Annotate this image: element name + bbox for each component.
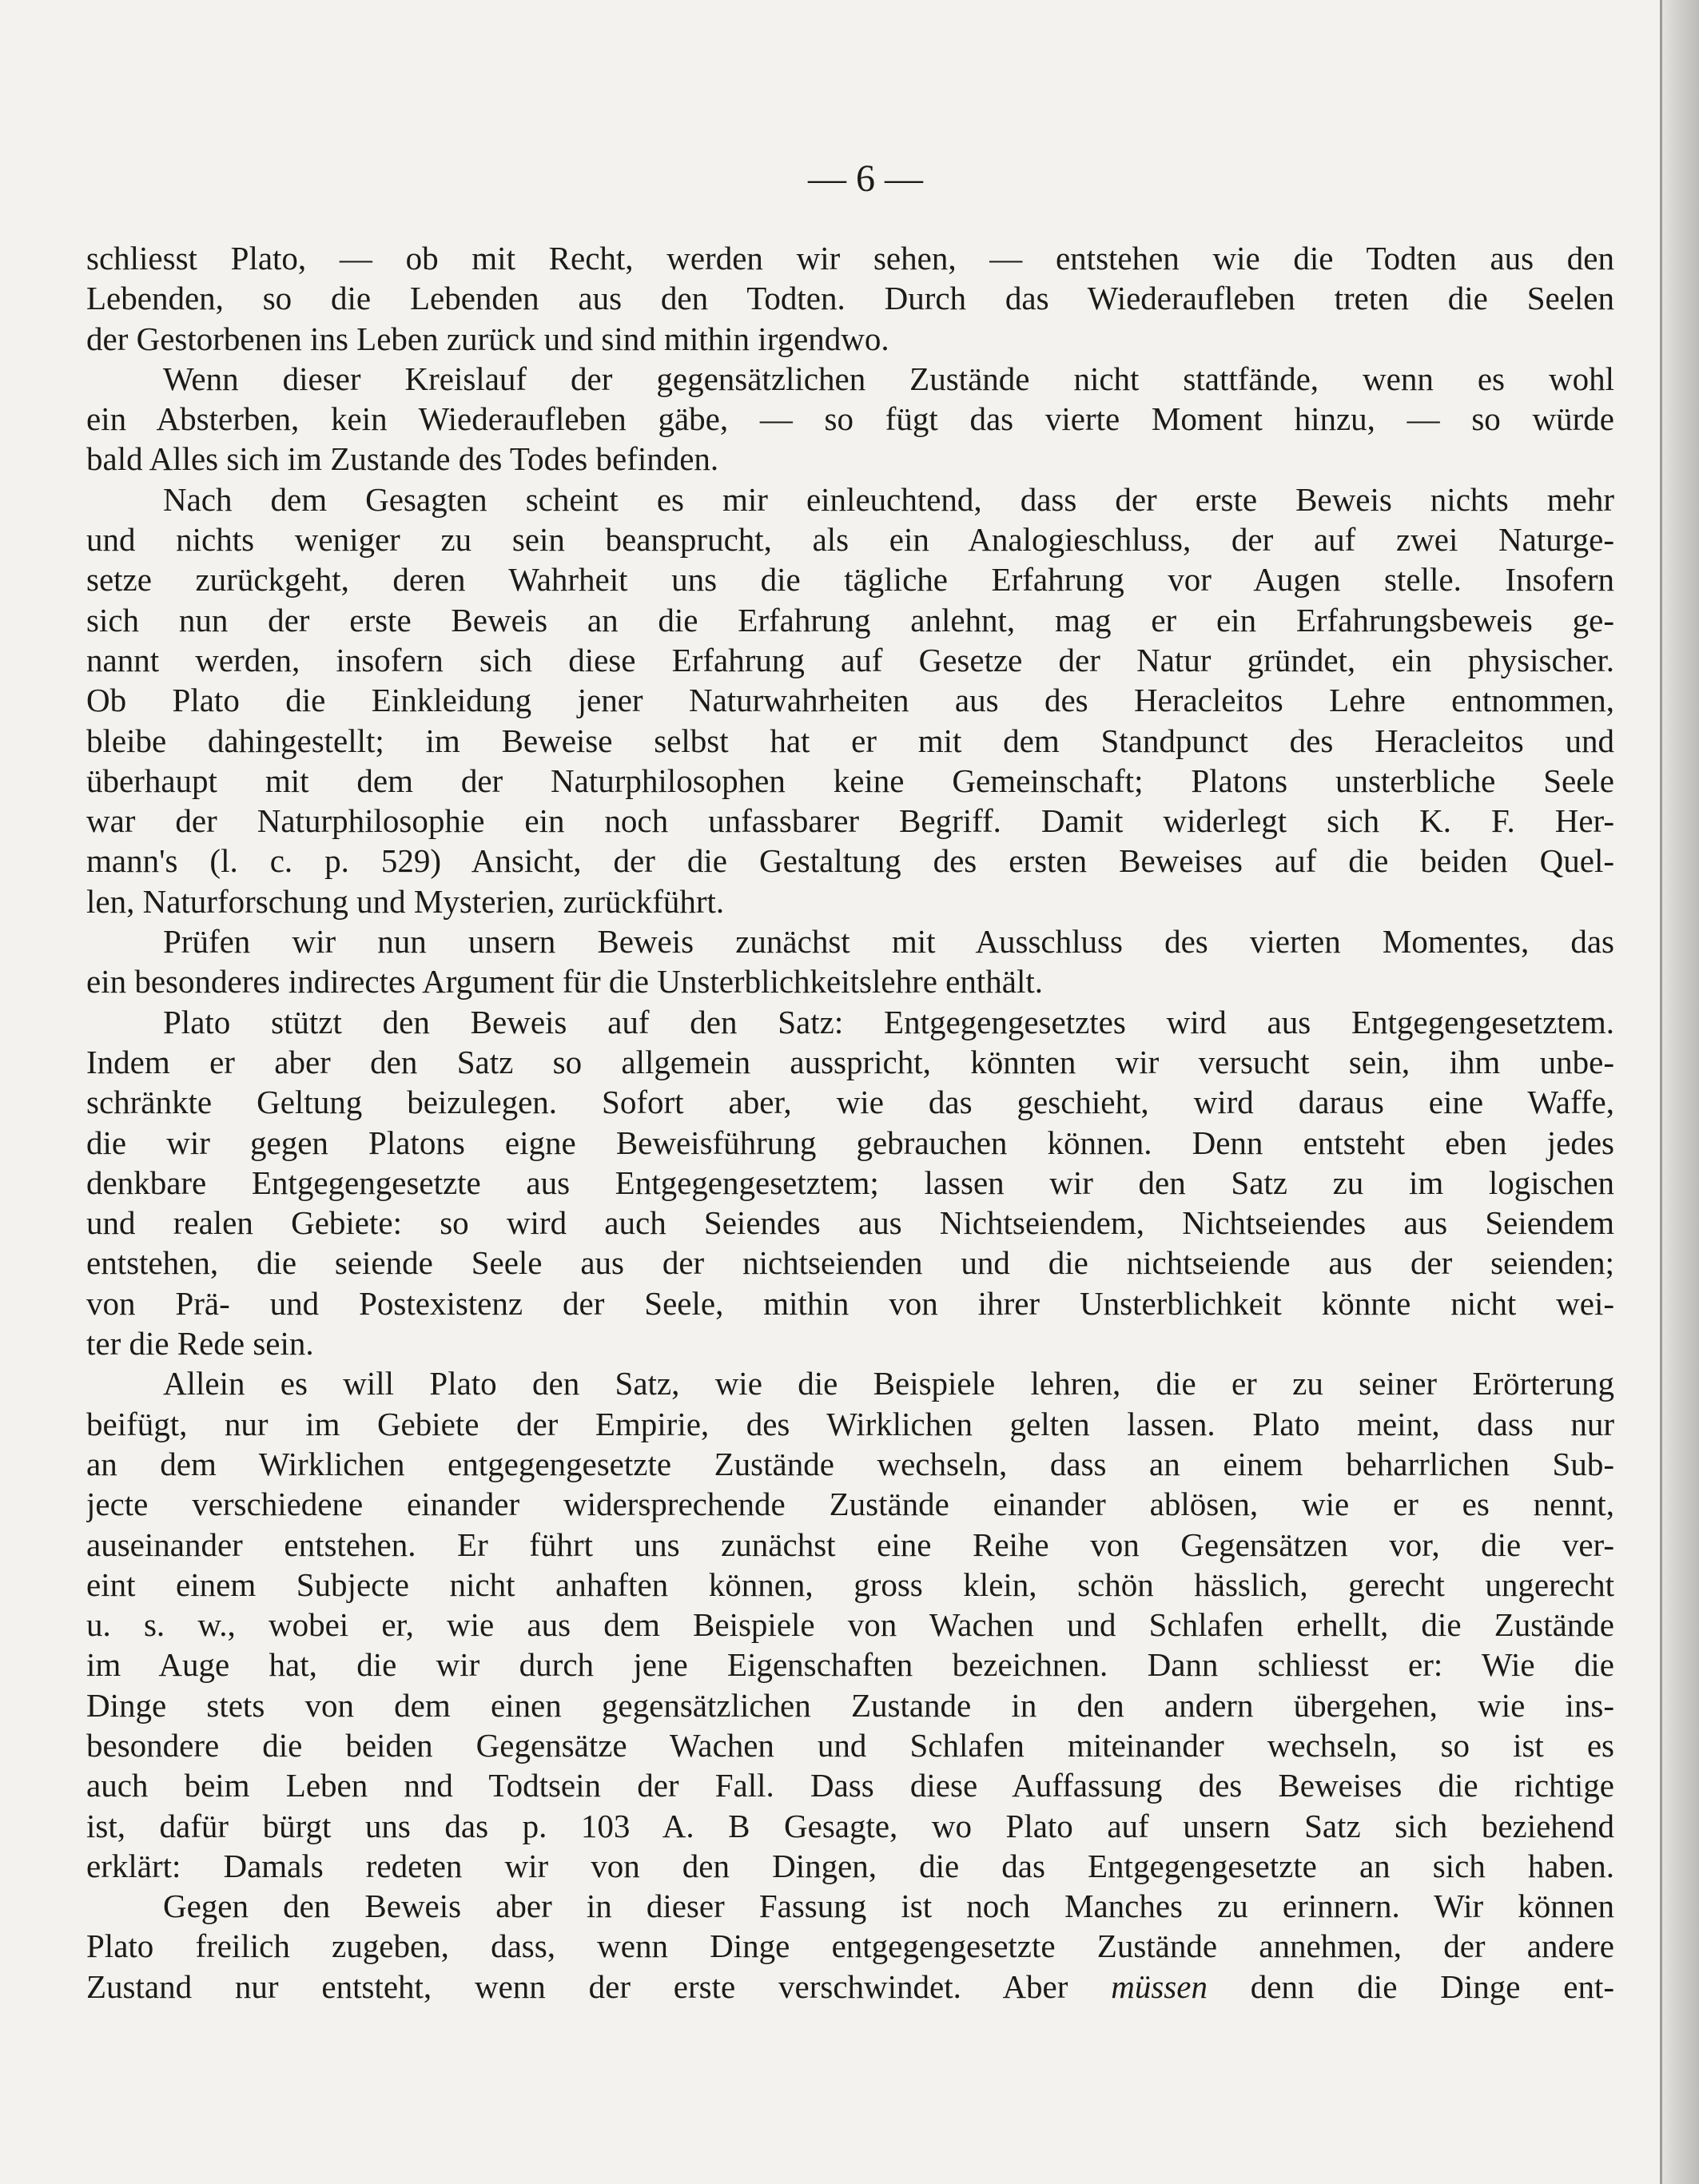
text-line: an dem Wirklichen entgegengesetzte Zustände wechseln, dass an einem beharrlichen Sub- bbox=[86, 1445, 1614, 1482]
text-line-segment: denn die Dinge ent- bbox=[1207, 1967, 1614, 2005]
text-line: Lebenden, so die Lebenden aus den Todten. Durch das Wiederaufleben treten die Seelen bbox=[86, 280, 1614, 317]
text-line-segment: Zustand nur entsteht, wenn der erste verschwindet. Aber bbox=[86, 1967, 1112, 2005]
text-line: erklärt: Damals redeten wir von den Dingen, die das Entgegengesetzte an sich haben. bbox=[86, 1847, 1614, 1884]
text-line: jecte verschiedene einander widersprechende Zustände einander ablösen, wie er es nennt, bbox=[86, 1486, 1614, 1523]
text-line bbox=[86, 1967, 1614, 2007]
text-line: setze zurückgeht, deren Wahrheit uns die tägliche Erfahrung vor Augen stelle. Insofern bbox=[86, 561, 1614, 599]
text-line: Allein es will Plato den Satz, wie die Beispiele lehren, die er zu seiner Erörterung bbox=[163, 1365, 1614, 1402]
text-line: ein Absterben, kein Wiederaufleben gäbe, — so fügt das vierte Moment hinzu, — so würde bbox=[86, 400, 1614, 438]
text-line: ter die Rede sein. bbox=[86, 1325, 314, 1363]
text-line: der Gestorbenen ins Leben zurück und sind mithin irgendwo. bbox=[86, 320, 889, 357]
text-line: mann's (l. c. p. 529) Ansicht, der die Gestaltung des ersten Beweises auf die beiden Quel- bbox=[86, 842, 1614, 880]
page-edge bbox=[1662, 0, 1699, 2184]
text-line: schliesst Plato, — ob mit Recht, werden wir sehen, — entstehen wie die Todten aus den bbox=[86, 240, 1614, 276]
text-line: auch beim Leben nnd Todtsein der Fall. Dass diese Auffassung des Beweises die richtige bbox=[86, 1767, 1614, 1804]
text-line: auseinander entstehen. Er führt uns zunächst eine Reihe von Gegensätzen vor, die ver- bbox=[86, 1526, 1614, 1563]
text-line: sich nun der erste Beweis an die Erfahrung anlehnt, mag er ein Erfahrungsbeweis ge- bbox=[86, 601, 1614, 638]
text-line: die wir gegen Platons eigne Beweisführung gebrauchen können. Denn entsteht eben jedes bbox=[86, 1124, 1614, 1161]
text-line: Nach dem Gesagten scheint es mir einleuchtend, dass der erste Beweis nichts mehr bbox=[163, 480, 1614, 518]
text-line: nannt werden, insofern sich diese Erfahrung auf Gesetze der Natur gründet, ein physischer. bbox=[86, 641, 1614, 678]
text-line: ein besonderes indirectes Argument für die Unsterblichkeitslehre enthält. bbox=[86, 963, 1043, 1001]
text-line: bleibe dahingestellt; im Beweise selbst hat er mit dem Standpunct des Heracleitos und bbox=[86, 722, 1614, 759]
text-line: Ob Plato die Einkleidung jener Naturwahrheiten aus des Heracleitos Lehre entnommen, bbox=[86, 682, 1614, 719]
text-line: Prüfen wir nun unsern Beweis zunächst mit Ausschluss des vierten Momentes, das bbox=[163, 923, 1614, 961]
text-line: und realen Gebiete: so wird auch Seiendes aus Nichtseiendem, Nichtseiendes aus Seiendem bbox=[86, 1204, 1614, 1242]
text-line: Plato freilich zugeben, dass, wenn Dinge entgegengesetzte Zustände annehmen, der andere bbox=[86, 1927, 1614, 1965]
text-line: bald Alles sich im Zustande des Todes befinden. bbox=[86, 440, 719, 478]
text-line: Wenn dieser Kreislauf der gegensätzlichen Zustände nicht stattfände, wenn es wohl bbox=[163, 360, 1614, 397]
text-line: len, Naturforschung und Mysterien, zurückführt. bbox=[86, 882, 725, 920]
text-line: Indem er aber den Satz so allgemein ausspricht, könnten wir versucht sein, ihm unbe- bbox=[86, 1043, 1614, 1080]
page-number: — 6 — bbox=[808, 157, 923, 200]
text-line: besondere die beiden Gegensätze Wachen und Schlafen miteinander wechseln, so ist es bbox=[86, 1726, 1614, 1764]
text-line: denkbare Entgegengesetzte aus Entgegengesetztem; lassen wir den Satz zu im logischen bbox=[86, 1164, 1614, 1201]
text-line: war der Naturphilosophie ein noch unfassbarer Begriff. Damit widerlegt sich K. F. Her- bbox=[86, 802, 1614, 840]
text-line: im Auge hat, die wir durch jene Eigenschaften bezeichnen. Dann schliesst er: Wie die bbox=[86, 1646, 1614, 1684]
text-line: Dinge stets von dem einen gegensätzlichen Zustande in den andern übergehen, wie ins- bbox=[86, 1686, 1614, 1724]
text-line: Plato stützt den Beweis auf den Satz: Entgegengesetztes wird aus Entgegengesetztem. bbox=[163, 1003, 1614, 1040]
text-line: entstehen, die seiende Seele aus der nichtseienden und die nichtseiende aus der seienden; bbox=[86, 1244, 1614, 1282]
text-line: eint einem Subjecte nicht anhaften können, gross klein, schön hässlich, gerecht ungerecht bbox=[86, 1565, 1614, 1603]
text-line: u. s. w., wobei er, wie aus dem Beispiele von Wachen und Schlafen erhellt, die Zustände bbox=[86, 1606, 1614, 1644]
text-line: und nichts weniger zu sein beansprucht, als ein Analogieschluss, der auf zwei Naturge- bbox=[86, 521, 1614, 559]
body-text bbox=[86, 238, 1614, 2007]
text-line: Gegen den Beweis aber in dieser Fassung ist noch Manches zu erinnern. Wir können bbox=[163, 1888, 1614, 1925]
text-line: ist, dafür bürgt uns das p. 103 A. B Gesagte, wo Plato auf unsern Satz sich beziehend bbox=[86, 1807, 1614, 1844]
emphasized-word: müssen bbox=[1111, 1967, 1208, 2005]
text-line: überhaupt mit dem der Naturphilosophen keine Gemeinschaft; Platons unsterbliche Seele bbox=[86, 762, 1614, 799]
text-line: schränkte Geltung beizulegen. Sofort aber, wie das geschieht, wird daraus eine Waffe, bbox=[86, 1084, 1614, 1121]
text-line: beifügt, nur im Gebiete der Empirie, des Wirklichen gelten lassen. Plato meint, dass nur bbox=[86, 1405, 1614, 1442]
text-line: von Prä- und Postexistenz der Seele, mithin von ihrer Unsterblichkeit könnte nicht wei- bbox=[86, 1284, 1614, 1322]
